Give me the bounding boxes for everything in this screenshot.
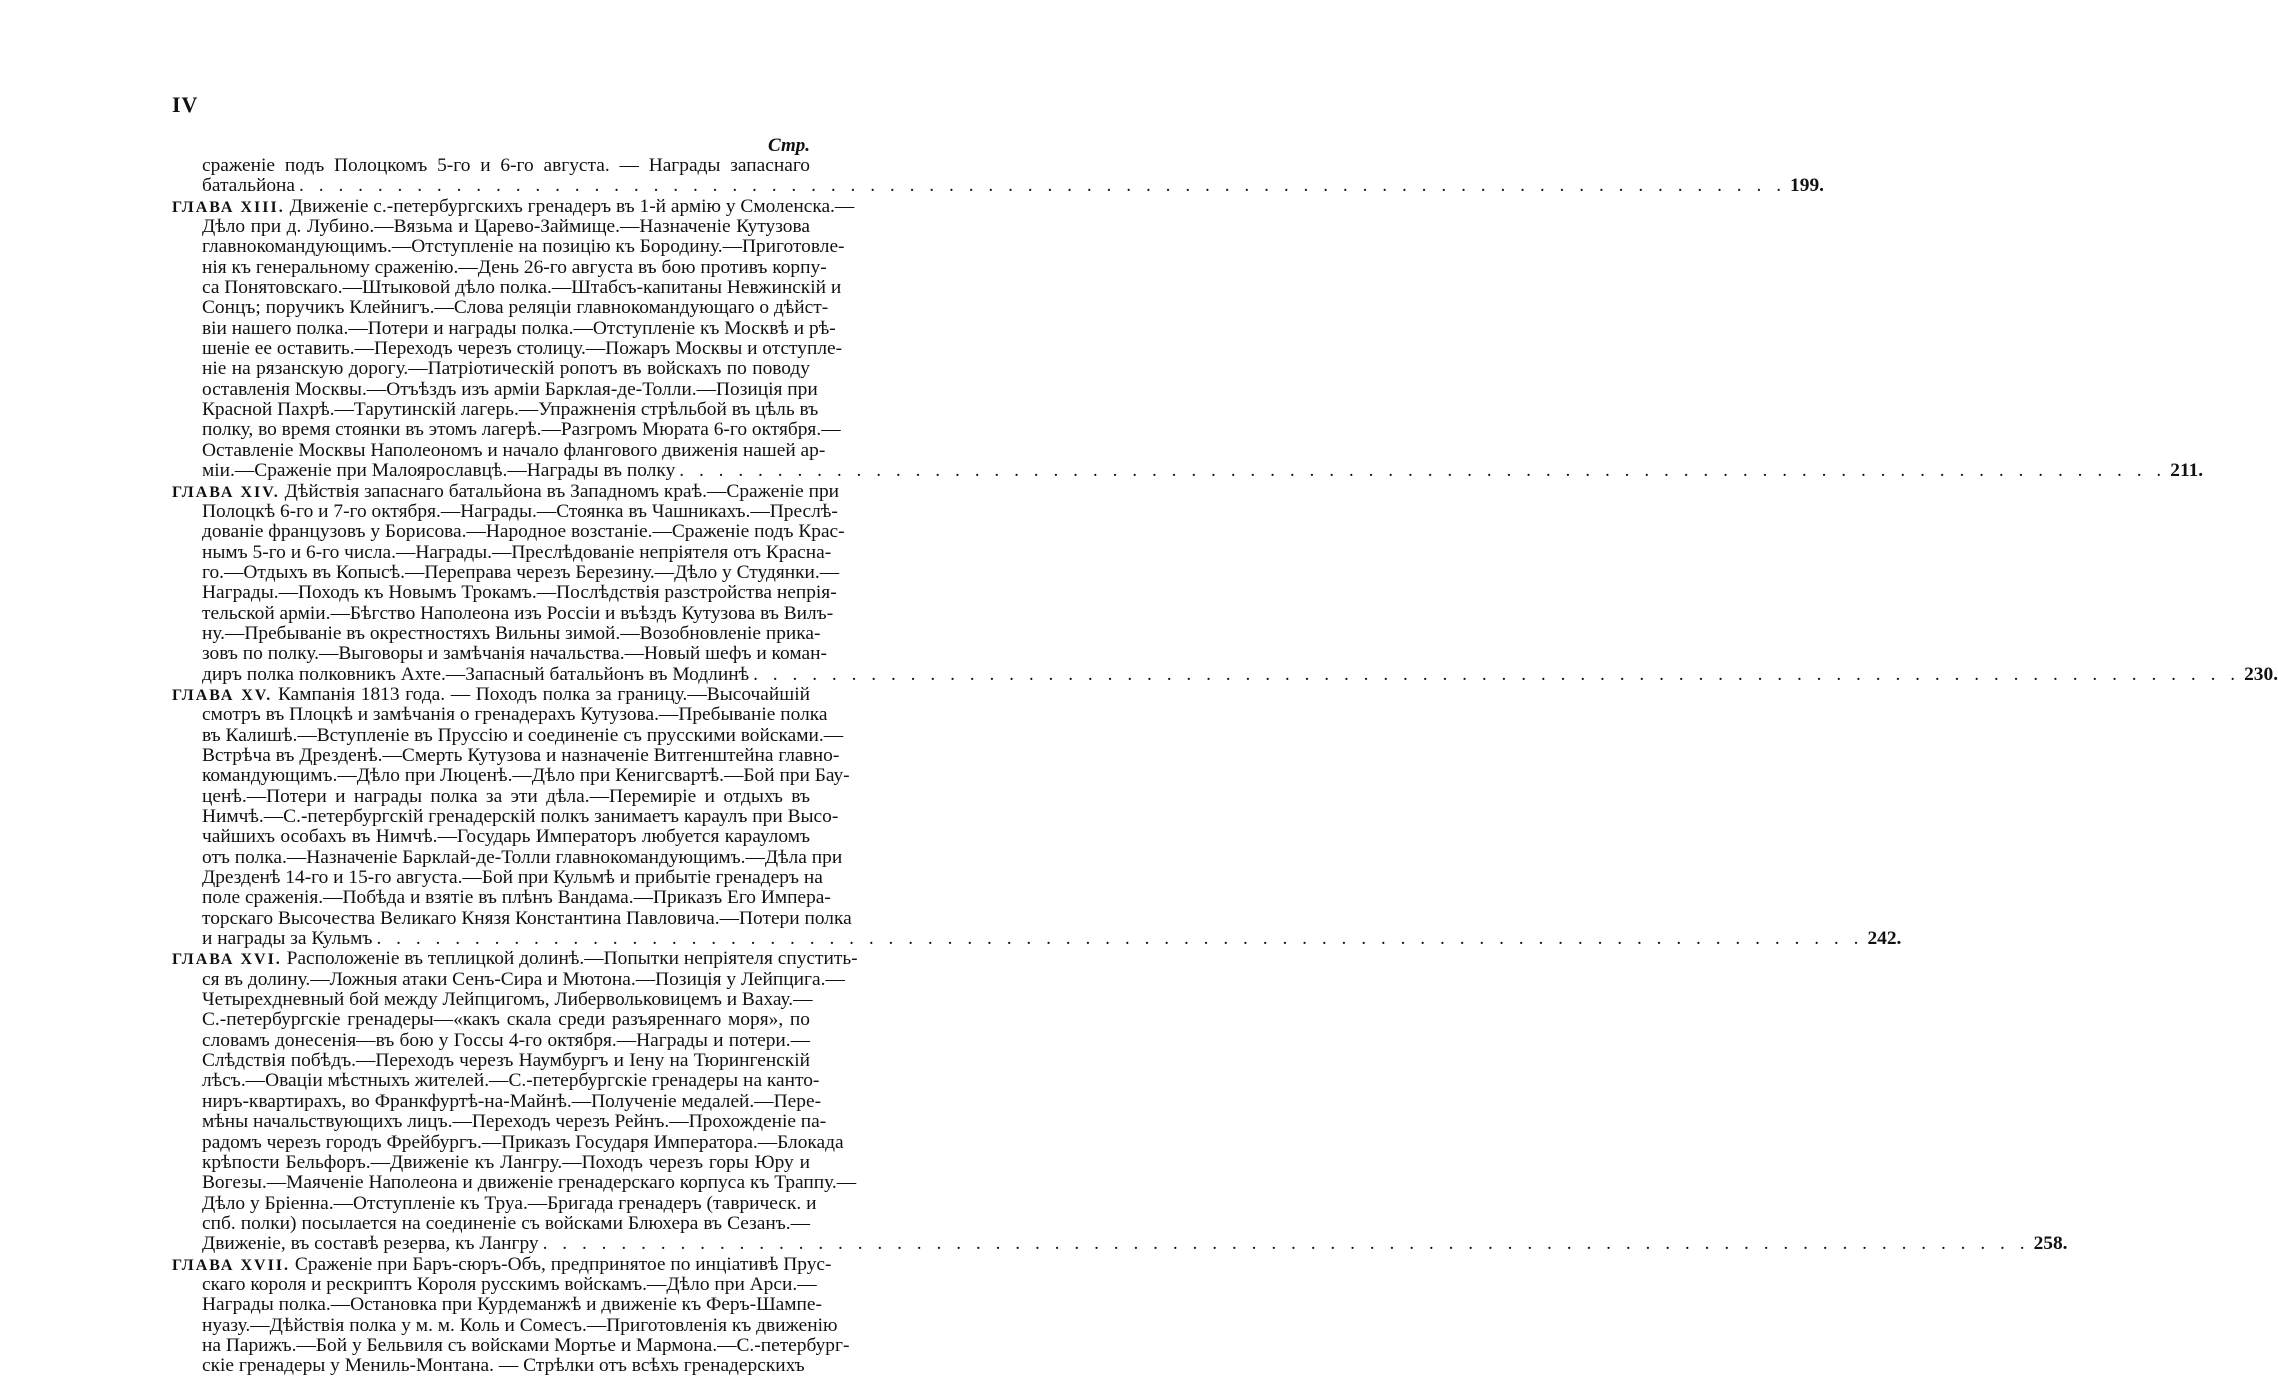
toc-line-text: ніе на рязанскую дорогу.—Патріотическій ропотъ въ войскахъ по поводу [202,358,810,380]
toc-line [172,1233,2068,1255]
toc-line-text: и награды за Кульмъ [202,928,373,950]
toc-line [172,217,810,237]
toc-line [172,1273,817,1295]
toc-line-text: шеніе ее оставить.—Переходъ черезъ столицу.—Пожаръ Москвы и отступле- [202,338,843,360]
dot-leader: . . . . . . . . . . . . . . . . . . . . . . . . . . . . . . . . . . . . . . . . . . . . . . . . . . . . . . . . . . . . . . . . . . . . . . . . . . . . [679,460,2167,482]
toc-line [172,500,838,522]
toc-line-text: ценѣ.—Потери и награды полка за эти дѣла.—Перемиріе и отдыхъ въ [202,785,810,807]
toc-line [172,541,832,563]
page-ref: 211. [2170,460,2204,482]
toc-line [172,236,845,258]
toc-line [172,744,840,766]
toc-line-text: Расположеніе въ теплицкой долинѣ.—Попытки непріятеля спустить- [286,948,858,970]
toc-line-text: смотръ въ Плоцкѣ и замѣчанія о гренадерахъ Кутузова.—Пребываніе полка [202,704,828,726]
toc-line-text: Оставленіе Москвы Наполеономъ и начало флангового движенія нашей ар- [202,439,826,461]
toc-line-text: Нимчѣ.—С.-петербургскій гренадерскій полкъ занимаетъ караулъ при Высо- [202,806,839,827]
toc-line [172,1192,817,1214]
chapter-label: ГЛАВА XVI. [172,951,282,969]
toc-line [172,439,826,461]
toc-line [172,1010,810,1030]
toc-line-text: нуазу.—Дѣйствія полка у м. м. Коль и Сомесъ.—Приготовленія къ движенію [202,1314,838,1336]
toc-line [172,1131,844,1153]
toc-line [172,378,818,400]
toc-line-text: оставленія Москвы.—Отъѣздъ изъ арміи Барклая-де-Толли.—Позиція при [202,378,818,400]
toc-line-text: ниръ-квартирахъ, во Франкфуртѣ-на-Майнѣ.—Полученіе медалей.—Пере- [202,1090,822,1112]
page-ref: 230. [2244,663,2278,685]
toc-line-text: торскаго Высочества Великаго Князя Константина Павловича.—Потери полка [202,907,852,929]
toc-line-text: Полоцкѣ 6-го и 7-го октября.—Награды.—Стоянка въ Чашникахъ.—Преслѣ- [202,500,838,522]
toc-line-text: ся въ долину.—Ложныя атаки Сенъ-Сира и Мютона.—Позиція у Лейпцига.— [202,968,845,990]
page-ref: 199. [1790,175,1824,197]
toc-line-text: Награды полка.—Остановка при Курдеманжѣ и движеніе къ Феръ-Шампе- [202,1294,822,1316]
toc-line [172,827,810,847]
toc-line-text: С.-петербургскіе гренадеры—«какъ скала среди разъяреннаго моря», по [202,1009,810,1031]
toc-line [172,765,850,787]
toc-line [172,1051,810,1071]
toc-line [172,907,852,929]
chapter-label: ГЛАВА XIV. [172,483,280,501]
toc-line-text: Вогезы.—Маяченіе Наполеона и движеніе гренадерскаго корпуса къ Траппу.— [202,1172,857,1194]
chapter-label: ГЛАВА XV. [172,686,273,704]
toc-line [172,1294,822,1316]
toc-line-text: Слѣдствія побѣдъ.—Переходъ черезъ Наумбургъ и Іену на Тюрингенскій [202,1050,810,1072]
table-of-contents [172,135,2278,1377]
toc-line [172,480,840,502]
dot-leader: . . . . . . . . . . . . . . . . . . . . . . . . . . . . . . . . . . . . . . . . . . . . . . . . . . . . . . . . . . . . . . . . . . . . . . . . . . . . [542,1233,2030,1255]
toc-line [172,195,855,217]
toc-line-text: мѣны начальствующихъ лицъ.—Переходъ черезъ Рейнъ.—Прохожденіе па- [202,1111,827,1133]
toc-line [172,1172,857,1194]
page-number: IV [172,92,199,117]
toc-line [172,256,827,278]
toc-line-text: въ Калишѣ.—Вступленіе въ Пруссію и соединеніе съ прусскими войсками.— [202,724,844,746]
toc-line [172,1314,838,1336]
toc-line [172,928,1902,950]
toc-line [172,1253,832,1275]
toc-line-text: радомъ черезъ городъ Фрейбургъ.—Приказъ Государя Императора.—Блокада [202,1131,844,1153]
toc-line [172,1356,810,1376]
toc-line-text: са Понятовскаго.—Штыковой дѣло полка.—Штабсъ-капитаны Невжинскій и [202,277,842,299]
dot-leader: . . . . . . . . . . . . . . . . . . . . . . . . . . . . . . . . . . . . . . . . . . . . . . . . . . . . . . . . . . . . . . . . . . . . . . . . . . . . [299,175,1787,197]
toc-line-text: тельской арміи.—Бѣгство Наполеона изъ Россіи и въѣздъ Кутузова въ Вилъ- [202,602,834,624]
toc-line [172,663,2278,685]
toc-line-text: на Парижъ.—Бой у Бельвиля съ войсками Мортье и Мармона.—С.-петербург- [202,1334,850,1356]
toc-line-text: Награды.—Походъ къ Новымъ Трокамъ.—Послѣдствія разстройства непрія- [202,582,837,604]
toc-line [172,806,839,827]
toc-line [172,359,810,379]
chapter-label: ГЛАВА XVII. [172,1256,291,1274]
toc-line-text: крѣпости Бельфоръ.—Движеніе къ Лангру.—Походъ черезъ горы Юру и [202,1151,810,1173]
toc-line [172,1153,810,1173]
toc-line-text: Красной Пахрѣ.—Тарутинскій лагерь.—Упражненія стрѣльбой въ цѣль въ [202,399,819,421]
toc-line-text: командующимъ.—Дѣло при Люценѣ.—Дѣло при Кенигсвартѣ.—Бой при Бау- [202,765,850,787]
toc-line [172,175,1824,197]
page-ref: 258. [2033,1233,2068,1255]
chapter-label: ГЛАВА XIII. [172,198,285,216]
toc-line-text: нымъ 5-го и 6-го числа.—Награды.—Преслѣдованіе непріятеля отъ Красна- [202,541,832,563]
toc-line [172,399,819,421]
toc-line-text: нія къ генеральному сраженію.—День 26-го августа въ бою противъ корпу- [202,256,827,278]
toc-line [172,602,834,624]
toc-line [172,1334,850,1356]
toc-line-text: диръ полка полковникъ Ахте.—Запасный батальйонъ въ Модлинѣ [202,663,750,685]
toc-line [172,846,843,868]
dot-leader: . . . . . . . . . . . . . . . . . . . . . . . . . . . . . . . . . . . . . . . . . . . . . . . . . . . . . . . . . . . . . . . . . . . . . . . . . . . . [376,928,1864,950]
toc-line-text: главнокомандующимъ.—Отступленіе на позицію къ Бородину.—Приготовле- [202,236,845,258]
toc-line [172,1214,810,1234]
toc-line [172,787,810,807]
toc-line-text: лѣсъ.—Оваціи мѣстныхъ жителей.—С.-петербургскіе гренадеры на канто- [202,1070,820,1092]
toc-line [172,317,836,339]
toc-line [172,887,831,909]
toc-line-text: чайшихъ особахъ въ Нимчѣ.—Государь Императоръ любуется карауломъ [202,826,810,848]
toc-line-text: сраженіе подъ Полоцкомъ 5-го и 6-го августа. — Награды запаснаго [202,155,810,176]
toc-line-text: Движеніе с.-петербургскихъ гренадеръ въ 1-й армію у Смоленска.— [289,195,855,217]
toc-line-text: Дѣло при д. Лубино.—Вязьма и Царево-Займище.—Назначеніе Кутузова [202,216,810,238]
toc-line [172,1111,827,1133]
toc-line [172,338,843,360]
toc-line-text: полку, во время стоянки въ этомъ лагерѣ.—Разгромъ Мюрата 6-го октября.— [202,419,841,441]
toc-line [172,685,810,705]
toc-line-text: батальйона [202,175,296,197]
toc-line [172,989,813,1011]
toc-line-text: скіе гренадеры у Мениль-Монтана. — Стрѣлки отъ всѣхъ гренадерскихъ [202,1355,805,1377]
toc-line-text: скаго короля и рескриптъ Короля русскимъ войскамъ.—Дѣло при Арси.— [202,1273,817,1295]
toc-line [172,460,2204,482]
toc-line [172,1031,810,1051]
toc-line-text: Четырехдневный бой между Лейпцигомъ, Либервольковицемъ и Вахау.— [202,989,813,1011]
dot-leader: . . . . . . . . . . . . . . . . . . . . . . . . . . . . . . . . . . . . . . . . . . . . . . . . . . . . . . . . . . . . . . . . . . . . . . . . . . . . [753,663,2241,685]
toc-line-text: Дѣйствія запаснаго батальйона въ Западномъ краѣ.—Сраженіе при [284,480,840,502]
toc-line [172,561,840,583]
toc-line [172,419,841,441]
toc-line [172,948,858,970]
toc-line [172,724,844,746]
toc-line [172,156,810,176]
toc-line [172,867,823,889]
toc-line-text: Встрѣча въ Дрезденѣ.—Смерть Кутузова и назначеніе Витгенштейна главно- [202,744,840,766]
toc-line-text: отъ полка.—Назначеніе Барклай-де-Толли главнокомандующимъ.—Дѣла при [202,846,843,868]
toc-line-text: спб. полки) посылается на соединеніе съ войсками Блюхера въ Сезанъ.— [202,1212,810,1234]
toc-line [172,1090,822,1112]
toc-line [172,643,827,665]
toc-line [172,1070,820,1092]
toc-line [172,704,828,726]
toc-line-text: зовъ по полку.—Выговоры и замѣчанія начальства.—Новый шефъ и коман- [202,643,827,665]
toc-line-text: Движеніе, въ составѣ резерва, къ Лангру [202,1233,539,1255]
toc-line-text: Дрезденѣ 14-го и 15-го августа.—Бой при Кульмѣ и прибытіе гренадеръ на [202,867,823,889]
toc-line-text: го.—Отдыхъ въ Копысѣ.—Переправа черезъ Березину.—Дѣло у Студянки.— [202,561,840,583]
toc-line-text: міи.—Сраженіе при Малоярославцѣ.—Награды въ полку [202,460,676,482]
toc-line [172,297,829,319]
page-column-label: Стр. [768,135,810,156]
page-ref: 242. [1867,928,1902,950]
toc-line-text: віи нашего полка.—Потери и награды полка.—Отступленіе къ Москвѣ и рѣ- [202,317,836,339]
toc-line-text: ну.—Пребываніе въ окрестностяхъ Вильны зимой.—Возобновленіе прика- [202,622,821,644]
toc-line-text: поле сраженія.—Побѣда и взятіе въ плѣнъ Вандама.—Приказъ Его Импера- [202,887,831,909]
toc-line-text: Сраженіе при Баръ-сюръ-Объ, предпринятое по инціативѣ Прус- [294,1253,832,1275]
toc-line [172,622,821,644]
toc-line-text: дованіе французовъ у Борисова.—Народное возстаніе.—Сраженіе подъ Крас- [202,521,845,543]
toc-line [172,582,837,604]
toc-line-text: Дѣло у Бріенна.—Отступленіе къ Труа.—Бригада гренадеръ (таврическ. и [202,1192,817,1214]
toc-line-text: словамъ донесенія—въ бою у Госсы 4-го октября.—Награды и потери.— [202,1029,810,1051]
toc-line [172,968,845,990]
toc-line [172,521,845,543]
toc-line-text: Сонцъ; поручикъ Клейнигъ.—Слова реляціи главнокомандующаго о дѣйст- [202,297,829,319]
toc-line [172,277,842,299]
toc-line-text: Кампанія 1813 года. — Походъ полка за границу.—Высочайшій [277,683,810,705]
